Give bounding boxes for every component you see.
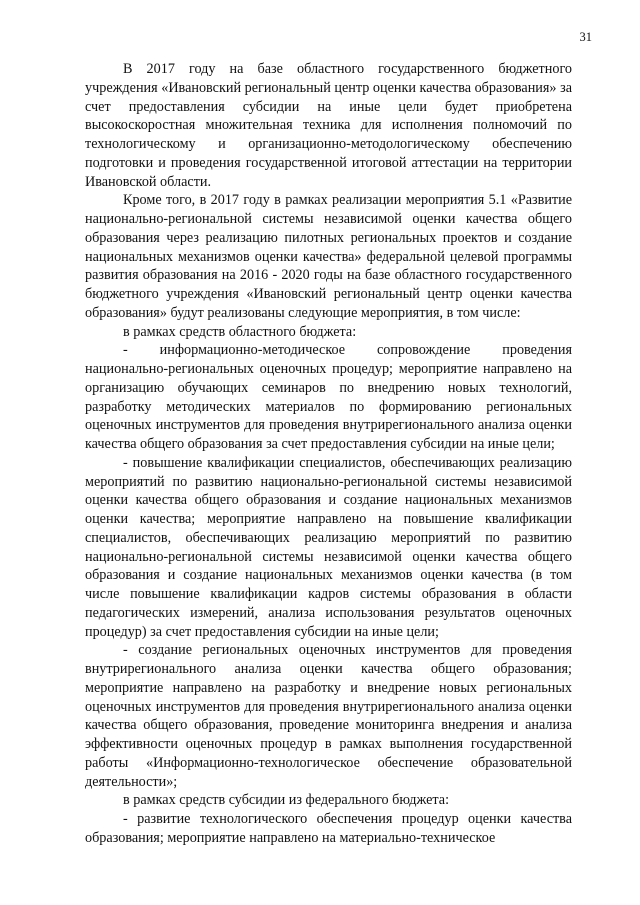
document-body <box>85 60 572 848</box>
paragraph: В 2017 году на базе областного государственного бюджетного учреждения «Ивановский региональный центр оценки качества образования» за счет предоставления субсидии на иные цели будет приобретена высокоскоростная множительная техника для исполнения полномочий по технологическому и организационно-методологическому обеспечению подготовки и проведения государственной итоговой аттестации на территории Ивановской области. <box>85 61 572 190</box>
paragraph: в рамках средств субсидии из федерального бюджета: <box>123 792 450 809</box>
list-item: - информационно-методическое сопровождение проведения национально-региональных оценочных процедур; мероприятие направлено на организацию обучающих семинаров по внедрению новых технологий, разработку методических материалов по формированию региональных оценочных инструментов для проведения внутрирегионального анализа оценки качества общего образования за счет предоставления субсидии на иные цели; <box>85 342 572 452</box>
paragraph: Кроме того, в 2017 году в рамках реализации мероприятия 5.1 «Развитие национально-региональной системы независимой оценки качества общего образования через реализацию пилотных региональных проектов и создание национальных механизмов оценки качества» федеральной целевой программы развития образования на 2016 - 2020 годы на базе областного государственного бюджетного учреждения «Ивановский региональный центр оценки качества образования» будут реализованы следующие мероприятия, в том числе: <box>85 192 572 321</box>
paragraph: в рамках средств областного бюджета: <box>123 323 357 340</box>
page-number: 31 <box>579 30 592 44</box>
list-item: - повышение квалификации специалистов, обеспечивающих реализацию мероприятий по развитию национально-региональной системы независимой оценки качества общего образования и создание национальных механизмов оценки качества; мероприятие направлено на повышение квалификации специалистов, обеспечивающих реализацию мероприятий по развитию национально-региональной системы независимой оценки качества общего образования и создание национальных механизмов оценки качества (в том числе повышение квалификации кадров системы образования в области педагогических измерений, анализа использования результатов оценочных процедур) за счет предоставления субсидии на иные цели; <box>85 454 572 640</box>
list-item: - создание региональных оценочных инструментов для проведения внутрирегионального анализа оценки качества общего образования; мероприятие направлено на разработку и внедрение новых региональных оценочных инструментов для проведения внутрирегионального анализа оценки качества общего образования, проведение мониторинга внедрения и анализа эффективности оценочных процедур в рамках выполнения государственной работы «Информационно-технологическое обеспечение образовательной деятельности»; <box>85 642 572 790</box>
list-item: - развитие технологического обеспечения процедур оценки качества образования; мероприятие направлено на материально-техническое <box>85 811 572 846</box>
